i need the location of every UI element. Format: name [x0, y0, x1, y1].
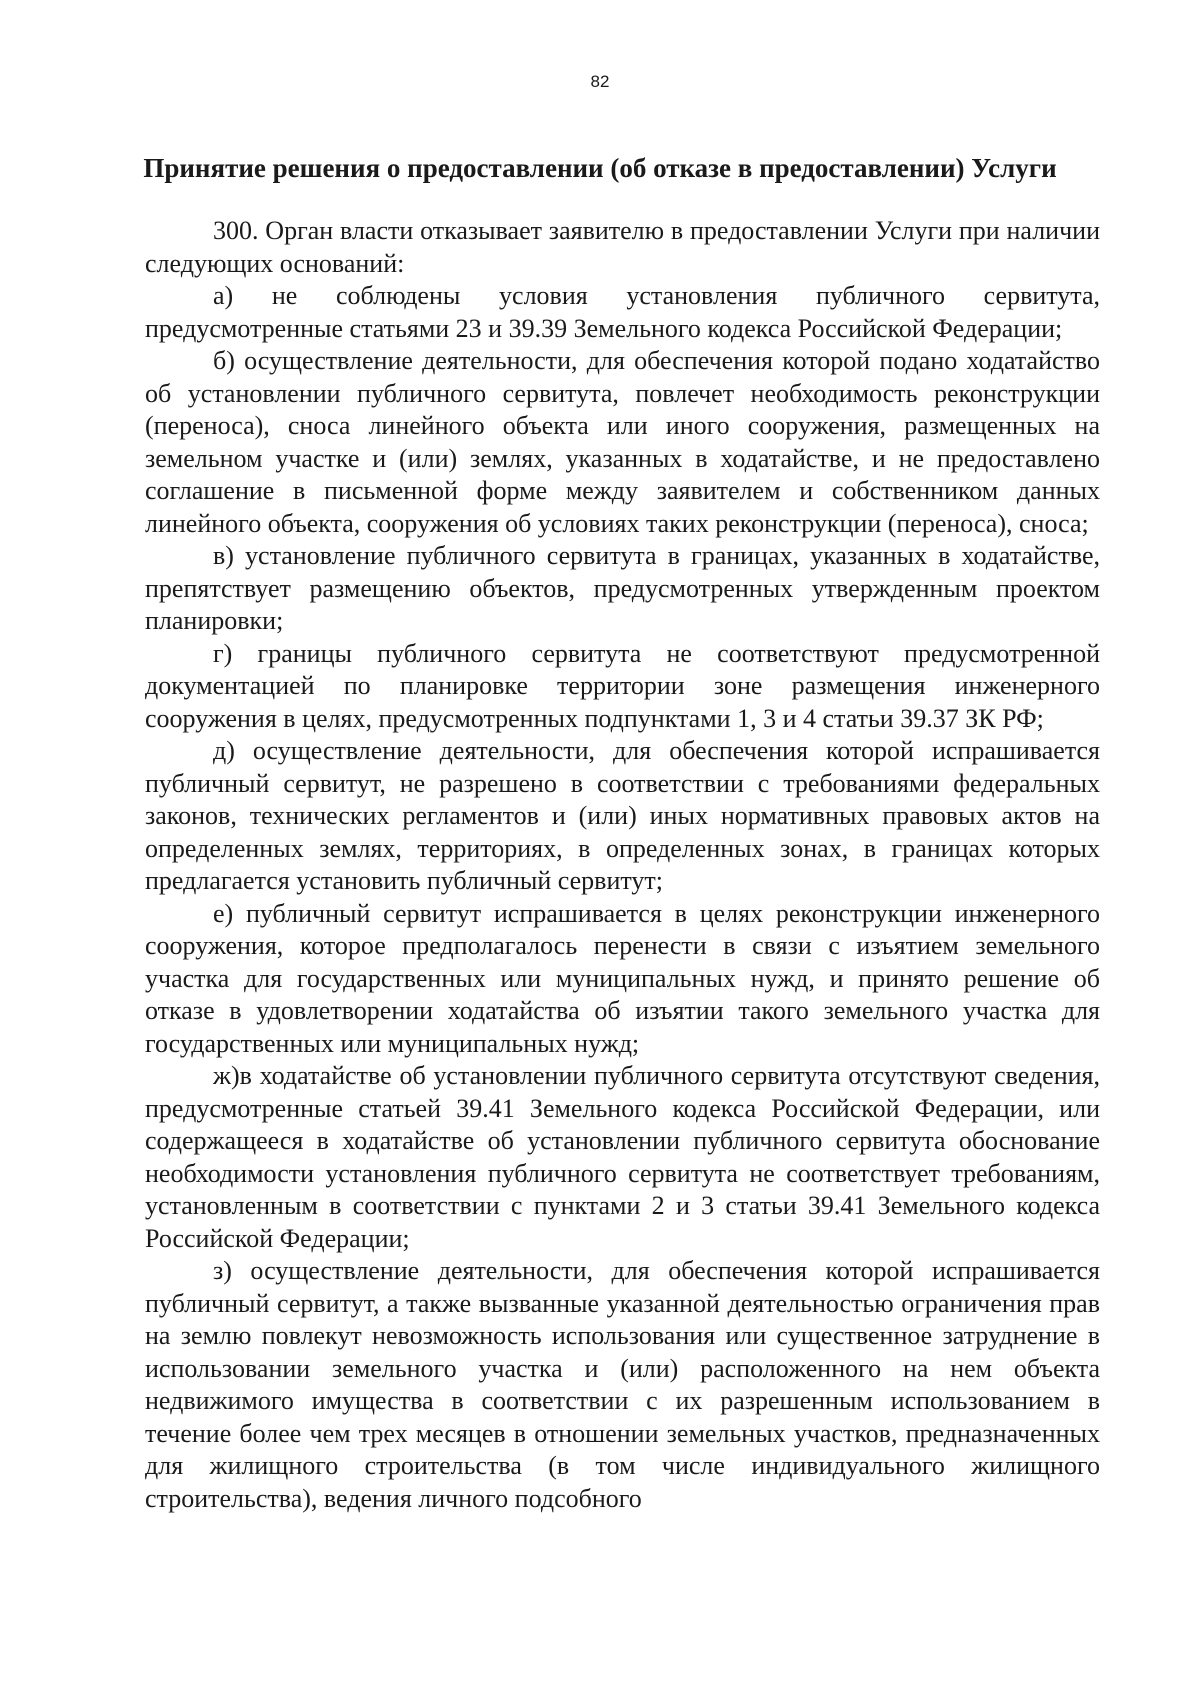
paragraph-item-d: д) осуществление деятельности, для обеспечения которой испрашивается публичный сервитут, не разрешено в соответствии с требованиями федеральных законов, технических регламентов и (или) иных нормативных правовых актов на определенных землях, территориях, в определенных зонах, в границах которых предлагается установить публичный сервитут; [145, 736, 1100, 895]
paragraph-item-e: е) публичный сервитут испрашивается в целях реконструкции инженерного сооружения, которое предполагалось перенести в связи с изъятием земельного участка для государственных или муниципальных нужд, и принято решение об отказе в удовлетворении ходатайства об изъятии такого земельного участка для государственных или муниципальных нужд; [145, 898, 1100, 1058]
section-title: Принятие решения о предоставлении (об отказе в предоставлении) Услуги [143, 153, 1057, 183]
document-body [145, 215, 1100, 1515]
page-number: 82 [590, 72, 610, 91]
paragraph-item-b: б) осуществление деятельности, для обеспечения которой подано ходатайство об установлении публичного сервитута, повлечет необходимость реконструкции (переноса), сноса линейного объекта или иного сооружения, размещенных на земельном участке и (или) землях, указанных в ходатайстве, и не предоставлено соглашение в письменной форме между заявителем и собственником данных линейного объекта, сооружения об условиях таких реконструкции (переноса), сноса; [145, 346, 1100, 538]
paragraph-item-z: з) осуществление деятельности, для обеспечения которой испрашивается публичный сервитут, а также вызванные указанной деятельностью ограничения прав на землю повлекут невозможность использования или существенное затруднение в использовании земельного участка и (или) расположенного на нем объекта недвижимого имущества в соответствии с их разрешенным использованием в течение более чем трех месяцев в отношении земельных участков, предназначенных для жилищного строительства (в том числе индивидуального жилищного строительства), ведения личного подсобного [145, 1256, 1100, 1513]
paragraph-item-v: в) установление публичного сервитута в границах, указанных в ходатайстве, препятствует размещению объектов, предусмотренных утвержденным проектом планировки; [145, 541, 1100, 635]
paragraph-300: 300. Орган власти отказывает заявителю в предоставлении Услуги при наличии следующих оснований: [145, 216, 1100, 278]
paragraph-item-g: г) границы публичного сервитута не соответствуют предусмотренной документацией по планировке территории зоне размещения инженерного сооружения в целях, предусмотренных подпунктами 1, 3 и 4 статьи 39.37 ЗК РФ; [145, 638, 1100, 733]
paragraph-item-zh: ж)в ходатайстве об установлении публичного сервитута отсутствуют сведения, предусмотренные статьей 39.41 Земельного кодекса Российской Федерации, или содержащееся в ходатайстве об установлении публичного сервитута обоснование необходимости установления публичного сервитута не соответствует требованиям, установленным в соответствии с пунктами 2 и 3 статьи 39.41 Земельного кодекса Российской Федерации; [145, 1061, 1100, 1253]
paragraph-item-a: а) не соблюдены условия установления публичного сервитута, предусмотренные статьями 23 и 39.39 Земельного кодекса Российской Федерации; [145, 281, 1100, 343]
